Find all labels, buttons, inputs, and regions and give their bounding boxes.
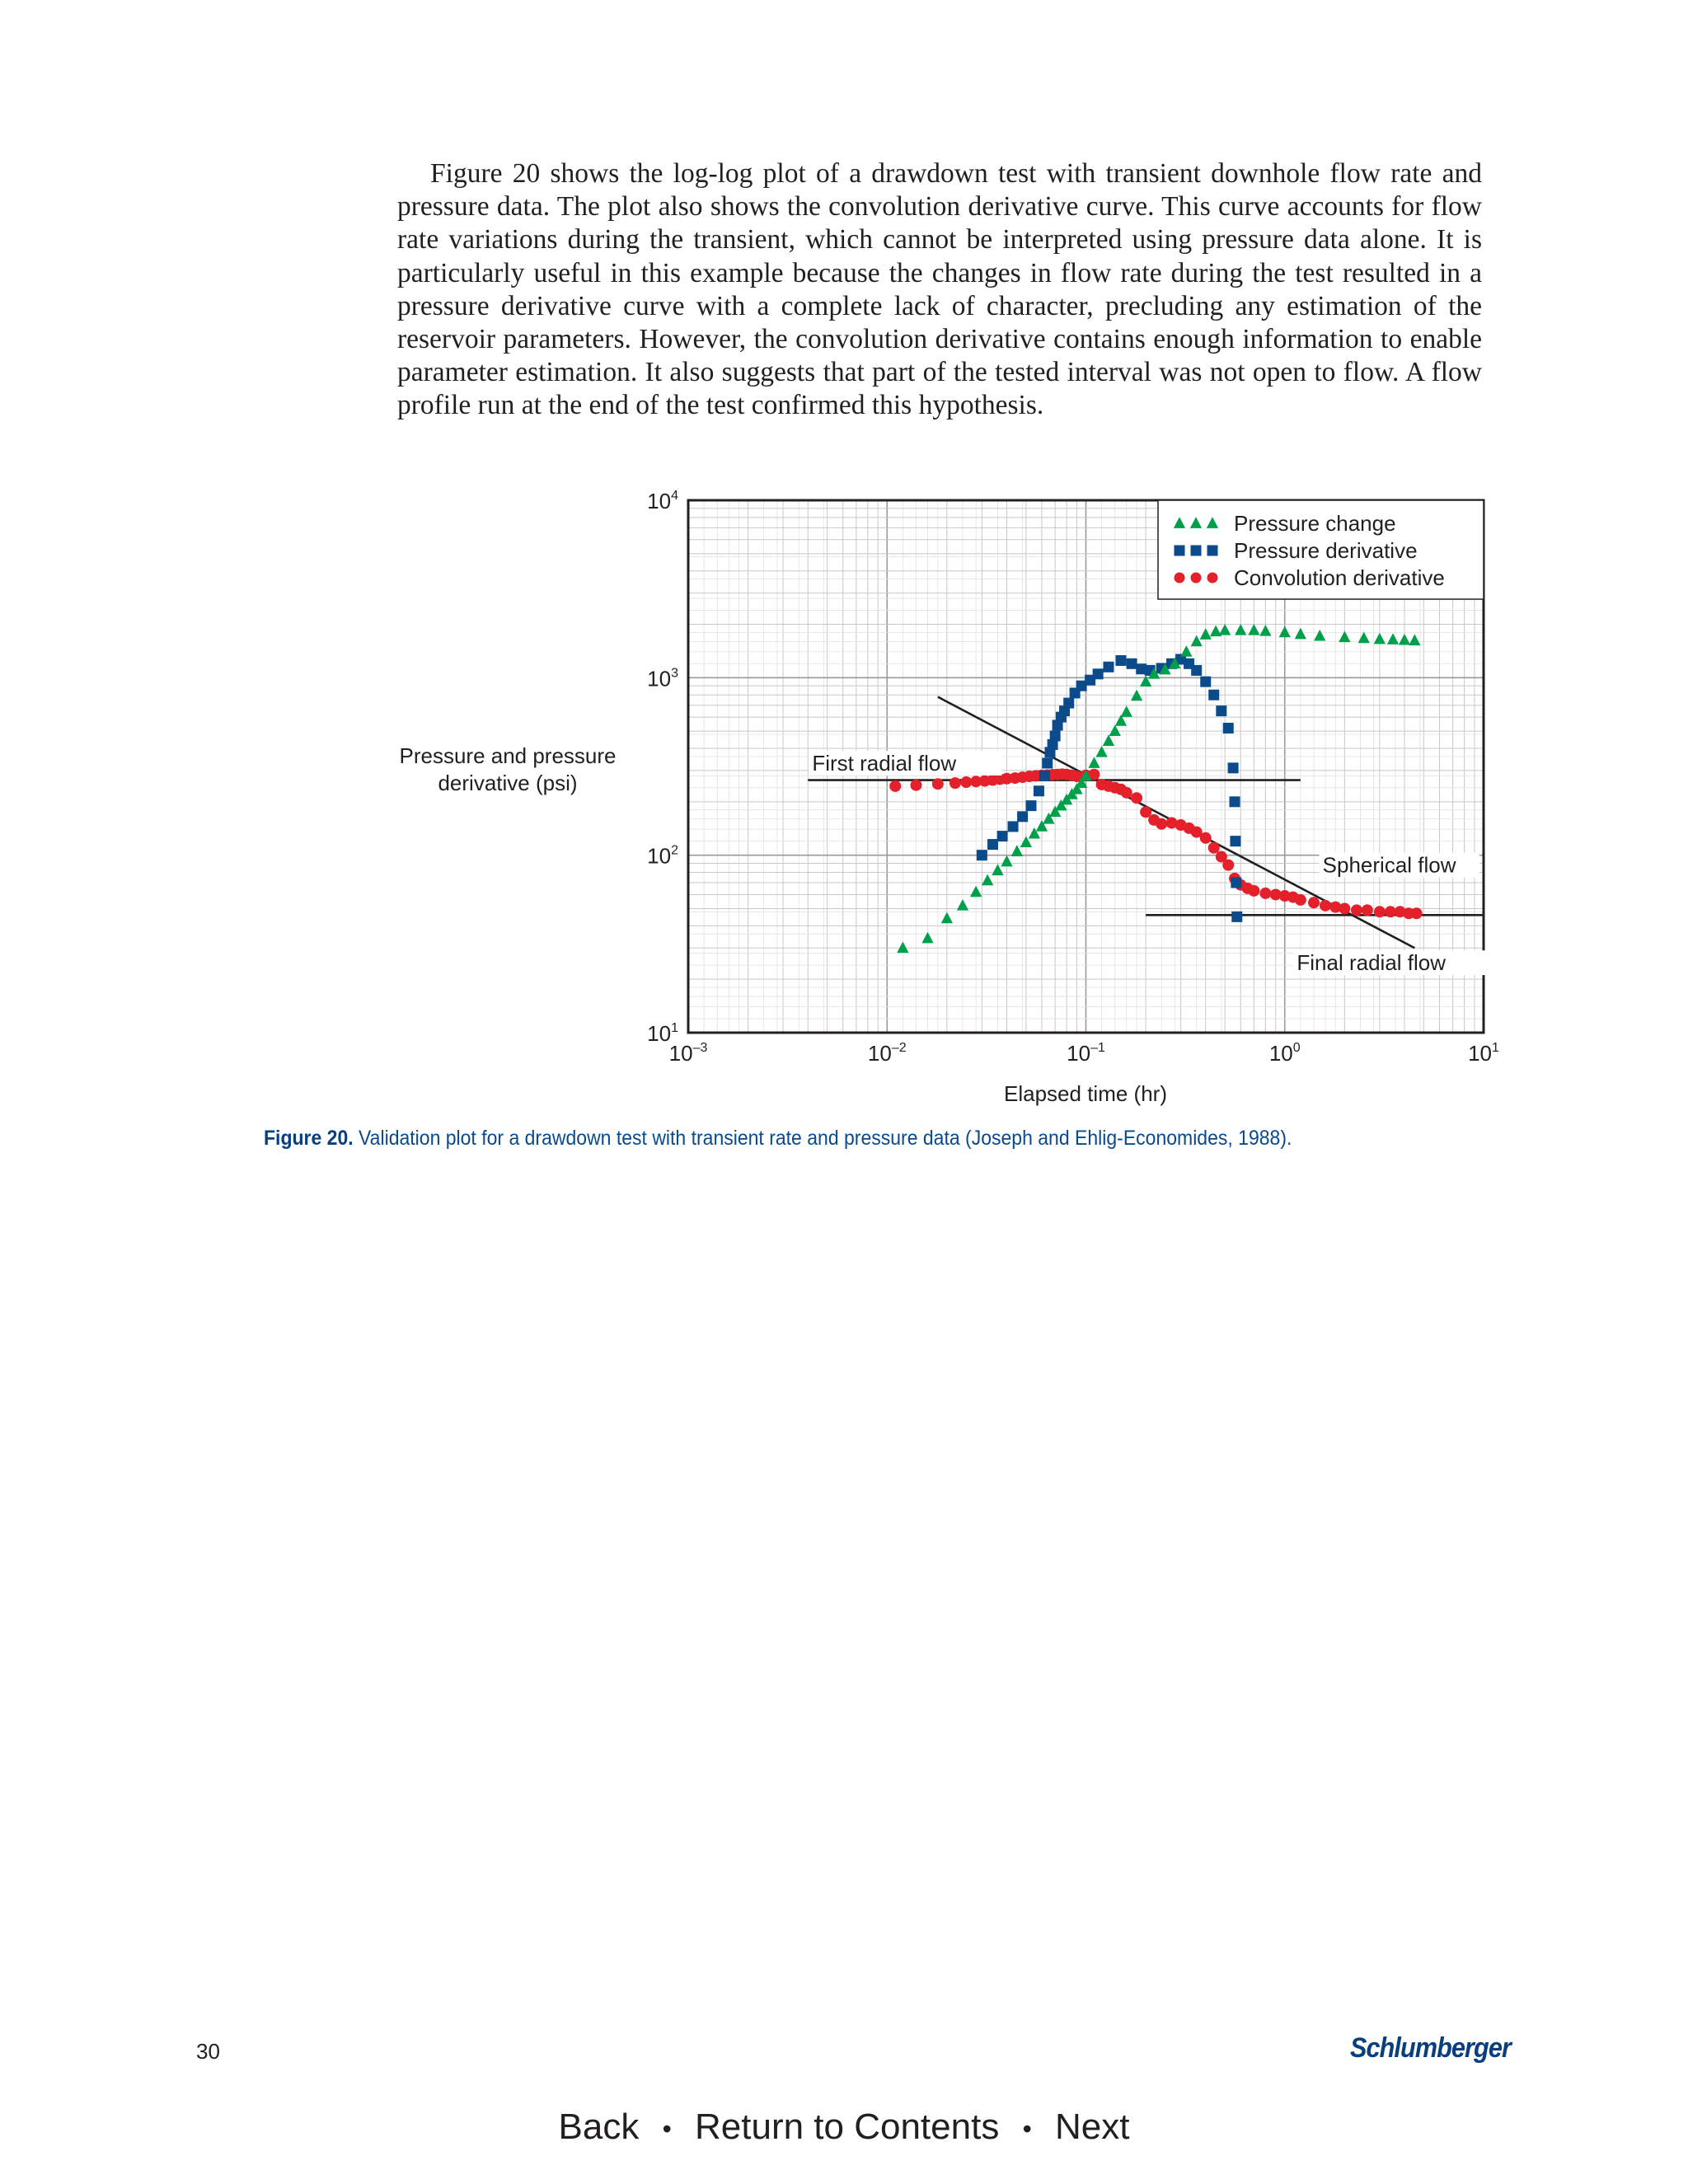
pressure-derivative-point [1223, 723, 1234, 733]
pressure-derivative-point [987, 839, 998, 850]
figure-caption-text: Validation plot for a drawdown test with transient rate and pressure data (Joseph and Ehlig-Economides, 1988). [359, 1127, 1292, 1150]
pressure-change-point [1279, 626, 1291, 638]
pressure-change-point [921, 932, 933, 944]
pressure-derivative-point [1093, 668, 1104, 679]
annotation [1320, 853, 1479, 878]
convolution-derivative-point [932, 778, 944, 790]
figure-caption [264, 1127, 1401, 1151]
convolution-derivative-point [1259, 888, 1271, 899]
pressure-change-point [1409, 634, 1420, 645]
pressure-change-point [970, 886, 982, 898]
convolution-derivative-point [950, 777, 961, 789]
pressure-change-point [1259, 625, 1271, 636]
pressure-derivative-point [1034, 785, 1044, 796]
pressure-derivative-point [997, 831, 1008, 841]
pressure-change-point [1374, 633, 1386, 644]
convolution-derivative-point [1308, 897, 1320, 908]
nav-separator-dot: • [1022, 2113, 1032, 2144]
pressure-derivative-point [1039, 771, 1050, 781]
pressure-derivative-point [1191, 665, 1202, 676]
nav-separator-dot: • [662, 2113, 672, 2144]
convolution-derivative-point [1295, 894, 1306, 906]
convolution-derivative-point [1222, 860, 1234, 871]
pressure-change-point [982, 874, 993, 886]
pressure-derivative-point [1050, 730, 1061, 741]
convolution-derivative-point [1175, 573, 1185, 583]
x-tick-label: $10^{-3}$ [668, 1041, 708, 1066]
pressure-change-point [1314, 630, 1325, 641]
pressure-derivative-point [1191, 546, 1202, 556]
annotation-label: Final radial flow [1296, 950, 1447, 976]
x-tick-label: $10^1$ [1468, 1041, 1499, 1066]
next-link[interactable]: Next [1055, 2107, 1130, 2147]
convolution-derivative-point [1248, 885, 1259, 897]
pressure-change-point [897, 941, 908, 953]
return-to-contents-link[interactable]: Return to Contents [695, 2107, 1000, 2147]
y-tick-label: $10^1$ [647, 1021, 678, 1046]
y-axis-title [399, 743, 616, 795]
convolution-derivative-point [1156, 818, 1167, 830]
pressure-derivative-point [1063, 698, 1074, 709]
pressure-derivative-point [1230, 836, 1240, 846]
pressure-change-point [1095, 746, 1107, 757]
pressure-change-point [1088, 757, 1100, 768]
navigation-bar [0, 2107, 1688, 2148]
y-axis-label-line-1: Pressure and pressure [399, 743, 617, 768]
schlumberger-logo: Schlumberger [1350, 2032, 1511, 2064]
back-link[interactable]: Back [558, 2107, 640, 2147]
pressure-change-point [1387, 633, 1399, 644]
pressure-derivative-point [1200, 677, 1211, 687]
legend [1158, 500, 1484, 599]
convolution-derivative-point [1207, 573, 1218, 583]
data-marks [889, 624, 1422, 953]
pressure-change-point [1358, 632, 1370, 644]
pressure-derivative-point [1231, 878, 1241, 888]
x-tick-label: $10^0$ [1268, 1041, 1301, 1066]
y-tick-label: $10^2$ [647, 843, 678, 869]
convolution-derivative-point [1131, 792, 1142, 804]
pressure-change-point [1103, 734, 1114, 746]
body-paragraph: Figure 20 shows the log-log plot of a drawdown test with transient downhole flow rate and pressure data. The plot also shows the convolution derivative curve. This curve accounts for flow rate variations during the transient, which cannot be interpreted using pressure data alone. It is particularly useful in this example because the changes in flow rate during the test resulted in a pressure derivative curve with a complete lack of character, precluding any estimation of the reservoir parameters. However, the convolution derivative contains enough information to enable parameter estimation. It also suggests that part of the tested interval was not open to flow. A flow profile run at the end of the test confirmed this hypothesis. [397, 158, 1482, 421]
pressure-derivative-point [1017, 811, 1028, 822]
pressure-derivative-point [1127, 658, 1137, 669]
convolution-derivative-point [1200, 832, 1212, 844]
pressure-derivative-point [1228, 762, 1239, 773]
pressure-change-point [1235, 624, 1246, 635]
annotation [809, 751, 1001, 776]
convolution-derivative-point [1351, 904, 1362, 916]
pressure-derivative-point [1025, 800, 1036, 811]
convolution-derivative-point [1362, 904, 1373, 916]
y-tick-label: $10^3$ [647, 666, 678, 691]
pressure-change-point [1295, 628, 1306, 640]
pressure-derivative-point [1208, 690, 1219, 701]
pressure-derivative-point [1103, 662, 1114, 673]
pressure-derivative-point [977, 850, 987, 860]
legend-label: Pressure change [1234, 511, 1396, 536]
pressure-derivative-point [1231, 912, 1242, 922]
x-tick-label: $10^{-2}$ [867, 1041, 907, 1066]
pressure-derivative-point [1175, 546, 1185, 556]
convolution-derivative-point [1208, 842, 1220, 854]
pressure-change-point [957, 899, 968, 911]
convolution-derivative-point [1320, 900, 1331, 912]
pressure-change-point [1200, 628, 1212, 640]
annotation-label: First radial flow [812, 750, 957, 776]
pressure-change-point [1219, 624, 1231, 635]
convolution-derivative-point [1191, 573, 1202, 583]
legend-label: Pressure derivative [1234, 538, 1418, 563]
convolution-derivative-point [1374, 906, 1386, 917]
pressure-change-point [1109, 724, 1121, 736]
annotation-label: Spherical flow [1322, 852, 1456, 878]
annotation [1293, 950, 1486, 975]
pressure-change-point [1248, 624, 1259, 635]
y-tick-label: $10^4$ [647, 489, 678, 513]
pressure-change-point [941, 912, 953, 924]
legend-label: Convolution derivative [1234, 565, 1445, 590]
page-number: 30 [196, 2039, 220, 2064]
series-circle [889, 768, 1422, 919]
pressure-derivative-point [1230, 796, 1240, 807]
figure-caption-label: Figure 20. [264, 1127, 354, 1150]
pressure-derivative-point [1008, 821, 1019, 832]
convolution-derivative-point [960, 776, 972, 788]
pressure-change-point [1191, 635, 1203, 647]
convolution-derivative-point [889, 780, 901, 792]
convolution-derivative-point [1121, 787, 1132, 799]
pressure-change-point [1180, 645, 1192, 657]
convolution-derivative-point [1339, 902, 1350, 914]
x-axis-label: Elapsed time (hr) [1004, 1081, 1167, 1106]
pressure-change-point [1399, 634, 1410, 645]
pressure-derivative-point [1207, 546, 1218, 556]
pressure-derivative-point [1216, 705, 1226, 716]
pressure-derivative-point [1115, 655, 1126, 666]
pressure-change-point [1001, 855, 1012, 867]
x-tick-label: $10^{-1}$ [1067, 1041, 1105, 1066]
convolution-derivative-point [1411, 907, 1423, 919]
convolution-derivative-point [911, 780, 922, 791]
pressure-derivative-point [1042, 758, 1053, 769]
y-axis-label-line-2: derivative (psi) [438, 771, 578, 795]
pressure-change-point [1121, 705, 1132, 717]
